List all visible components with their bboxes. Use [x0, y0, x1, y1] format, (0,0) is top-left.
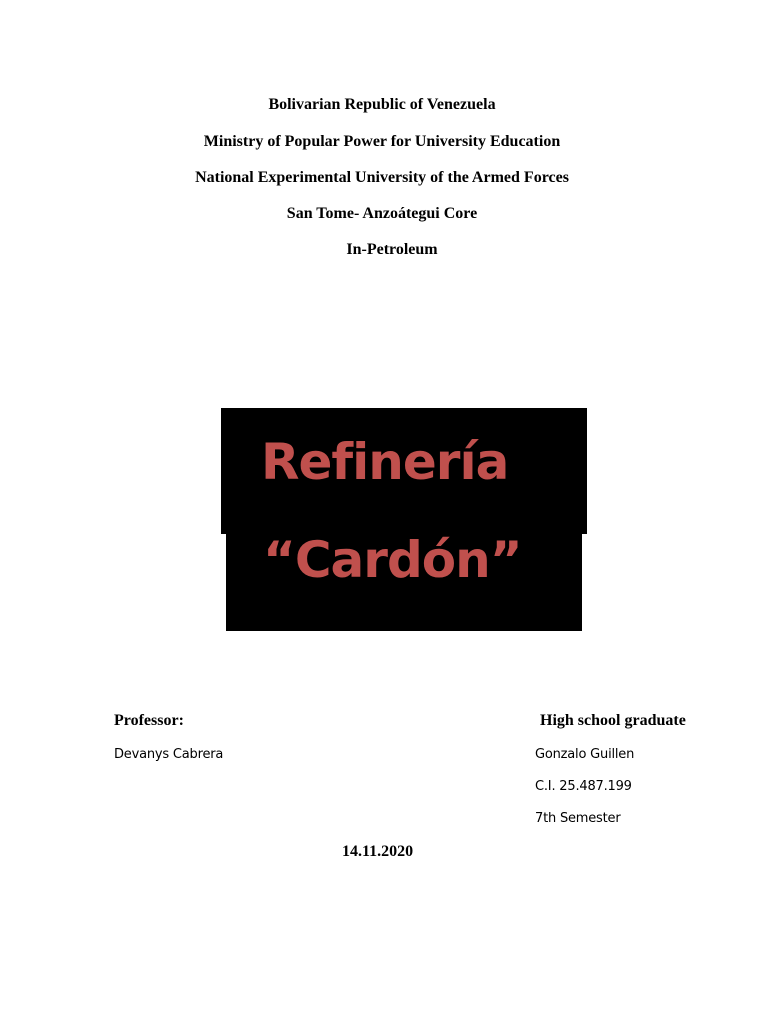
header-ministry: Ministry of Popular Power for University Education [203, 133, 561, 150]
professor-label: Professor: [114, 712, 184, 729]
professor-name: Devanys Cabrera [114, 747, 224, 762]
header-core: San Tome- Anzoátegui Core [286, 205, 478, 222]
student-id: C.I. 25.487.199 [535, 779, 632, 794]
title-line-2: “Cardón” [263, 531, 522, 589]
student-semester: 7th Semester [535, 811, 621, 826]
document-date: 14.11.2020 [342, 843, 414, 860]
title-line-1: Refinería [261, 433, 509, 491]
header-program: In-Petroleum [346, 241, 438, 258]
student-name: Gonzalo Guillen [535, 747, 635, 762]
header-country: Bolivarian Republic of Venezuela [268, 96, 496, 113]
header-university: National Experimental University of the Armed Forces [195, 169, 569, 186]
student-label: High school graduate [540, 712, 686, 729]
